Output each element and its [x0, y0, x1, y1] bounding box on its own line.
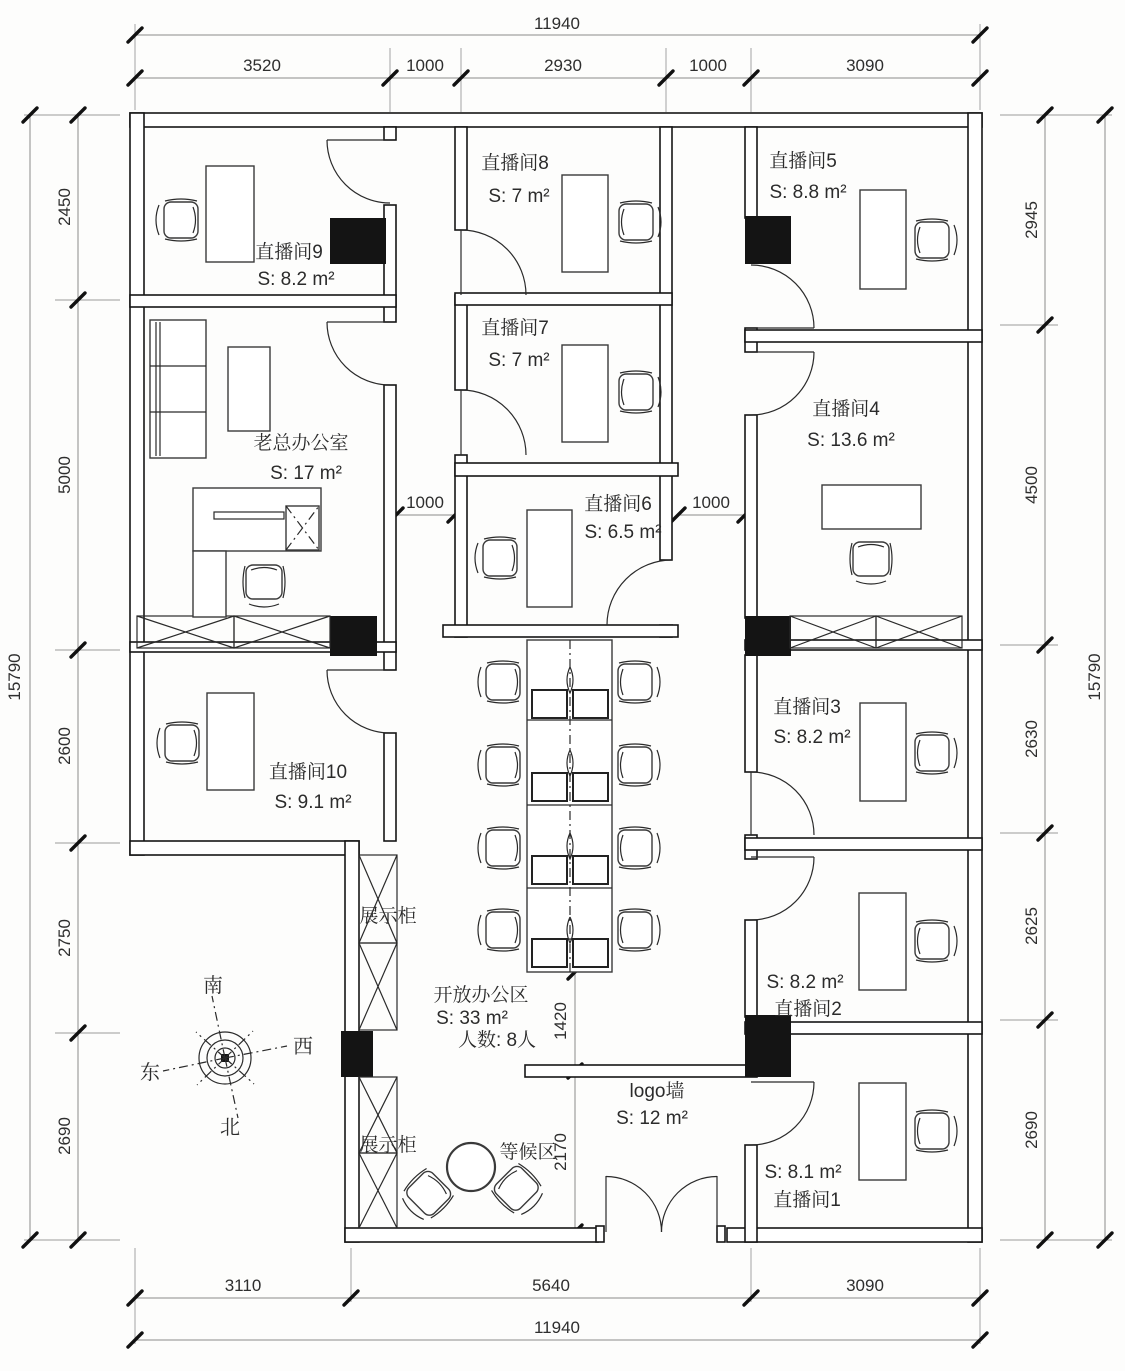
room1-area-label: S: 8.1 m²	[764, 1162, 842, 1183]
room5-name-label: 直播间5	[769, 151, 837, 172]
dim-bottom-overall: 11940	[533, 1318, 581, 1337]
dim-left-overall: 15790	[5, 653, 24, 701]
desk	[859, 1083, 906, 1180]
dim-right-seg-4: 2625	[1022, 907, 1041, 945]
door-icon	[751, 772, 814, 835]
desk	[207, 693, 254, 790]
compass-north-label: 北	[220, 1117, 240, 1139]
dim-left-seg-2: 5000	[55, 456, 74, 494]
dim-corridor-left: 1000	[406, 493, 444, 512]
column-block	[330, 616, 377, 656]
chair-icon	[478, 827, 520, 869]
room3-area-label: S: 8.2 m²	[773, 727, 851, 748]
room7-name-label: 直播间7	[481, 318, 549, 339]
desk	[860, 190, 906, 289]
dim-right-seg-5: 2690	[1022, 1111, 1041, 1149]
chair-icon	[478, 661, 520, 703]
open-office-people-label: 人数: 8人	[457, 1030, 537, 1051]
column-block	[745, 616, 791, 656]
open-office-area-label: S: 33 m²	[436, 1008, 508, 1029]
room6-area-label: S: 6.5 m²	[584, 522, 662, 543]
room2-name-label: 直播间2	[774, 999, 842, 1020]
column-block	[330, 218, 386, 264]
dim-right-seg-1: 2945	[1022, 201, 1041, 239]
chair-icon	[619, 371, 661, 413]
chair-icon	[915, 732, 957, 774]
dim-bottom-seg-1: 3110	[224, 1276, 262, 1295]
dim-corridor-right: 1000	[692, 493, 730, 512]
door-icon	[751, 1082, 814, 1145]
entrance-double-door-icon	[606, 1176, 717, 1232]
door-icon	[327, 140, 390, 203]
chair-icon	[618, 909, 660, 951]
dim-top-seg-4: 1000	[689, 56, 727, 75]
dim-bottom-seg-2: 5640	[532, 1276, 570, 1295]
room9-name-label: 直播间9	[255, 242, 323, 263]
chair-icon	[243, 565, 285, 607]
compass-south-label: 南	[203, 975, 223, 997]
column-block	[745, 216, 791, 264]
dim-left-seg-5: 2690	[55, 1117, 74, 1155]
column-block	[341, 1031, 373, 1077]
chair-icon	[915, 219, 957, 261]
room1-name-label: 直播间1	[773, 1190, 841, 1211]
desk	[562, 345, 608, 442]
room7-area-label: S: 7 m²	[488, 350, 550, 371]
dim-entry: 2170	[551, 1133, 570, 1171]
waiting-area-label: 等候区	[499, 1142, 557, 1163]
dim-top-seg-5: 3090	[846, 56, 884, 75]
display-cabinet-top-label: 展示柜	[359, 906, 417, 927]
chair-icon	[157, 722, 199, 764]
chair-icon	[156, 199, 198, 241]
desk	[859, 893, 906, 990]
door-icon	[751, 352, 814, 415]
chair-icon	[475, 537, 517, 579]
dim-right-overall: 15790	[1085, 653, 1104, 701]
dim-left-seg-4: 2750	[55, 919, 74, 957]
logo-wall	[525, 1065, 757, 1077]
room3-name-label: 直播间3	[773, 697, 841, 718]
dim-right-seg-3: 2630	[1022, 720, 1041, 758]
chair-icon	[618, 661, 660, 703]
door-icon	[751, 265, 814, 328]
door-icon	[327, 322, 390, 385]
chair-icon	[478, 909, 520, 951]
chair-icon	[489, 1161, 548, 1220]
dim-top-seg-1: 3520	[243, 56, 281, 75]
desk	[562, 175, 608, 272]
chair-icon	[619, 201, 661, 243]
room6-name-label: 直播间6	[584, 494, 652, 515]
compass-west-label: 西	[293, 1036, 313, 1058]
chair-icon	[618, 744, 660, 786]
desk	[527, 510, 572, 607]
chair-icon	[915, 920, 957, 962]
room5-area-label: S: 8.8 m²	[769, 182, 847, 203]
chair-icon	[850, 542, 892, 584]
compass-icon	[140, 974, 313, 1139]
logo-wall-area-label: S: 12 m²	[616, 1108, 688, 1129]
door-icon	[607, 560, 672, 625]
chair-icon	[915, 1110, 957, 1152]
desk	[822, 485, 921, 529]
display-cabinet-top	[359, 855, 397, 1030]
room10-area-label: S: 9.1 m²	[274, 792, 352, 813]
logo-wall-name-label: logo墙	[629, 1081, 685, 1102]
dim-bottom-seg-3: 3090	[846, 1276, 884, 1295]
room4-area-label: S: 13.6 m²	[807, 430, 895, 451]
door-icon	[461, 390, 526, 455]
display-cabinet-bottom-label: 展示柜	[359, 1135, 417, 1156]
room9-area-label: S: 8.2 m²	[257, 269, 335, 290]
dim-top-overall: 11940	[533, 14, 581, 33]
dim-top-seg-2: 1000	[406, 56, 444, 75]
room4-name-label: 直播间4	[812, 399, 880, 420]
column-block	[745, 1015, 791, 1077]
chair-icon	[618, 827, 660, 869]
desk	[206, 166, 254, 262]
door-icon	[461, 230, 526, 295]
room8-area-label: S: 7 m²	[488, 186, 550, 207]
dim-left-seg-1: 2450	[55, 188, 74, 226]
room2-area-label: S: 8.2 m²	[766, 972, 844, 993]
room10-name-label: 直播间10	[268, 762, 348, 783]
dim-top-seg-3: 2930	[544, 56, 582, 75]
open-office-island	[478, 640, 660, 972]
dim-aisle: 1420	[551, 1002, 570, 1040]
room8-name-label: 直播间8	[481, 153, 549, 174]
boss-office-area-label: S: 17 m²	[270, 463, 342, 484]
compass-east-label: 东	[140, 1062, 160, 1084]
boss-office-name-label: 老总办公室	[253, 433, 349, 454]
chair-icon	[396, 1166, 455, 1225]
door-icon	[751, 857, 814, 920]
dim-right-seg-2: 4500	[1022, 466, 1041, 504]
open-office-name-label: 开放办公区	[433, 985, 529, 1006]
dim-left-seg-3: 2600	[55, 727, 74, 765]
desk	[860, 703, 906, 801]
door-icon	[327, 670, 390, 733]
chair-icon	[478, 744, 520, 786]
